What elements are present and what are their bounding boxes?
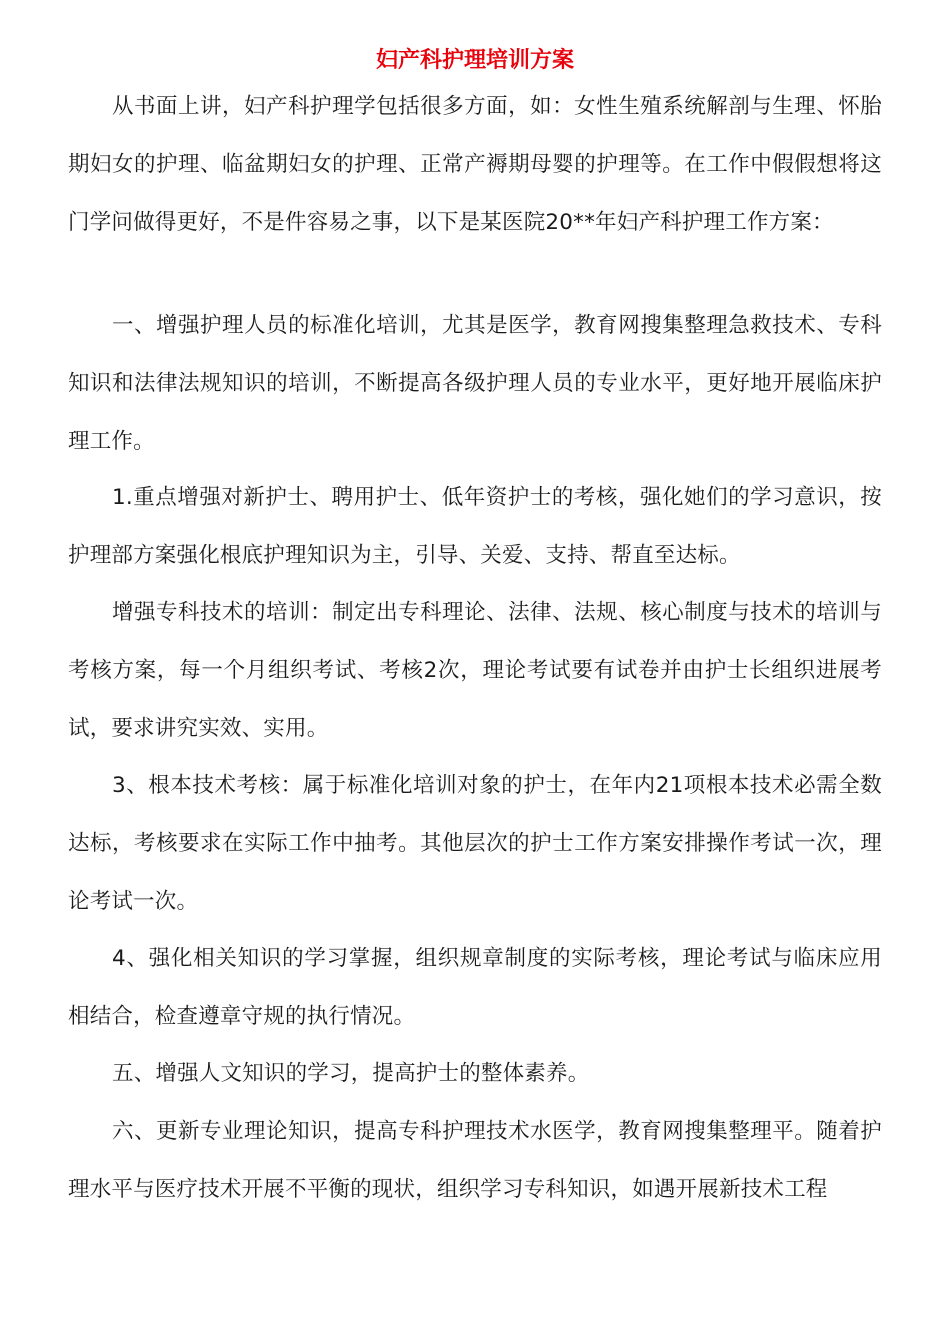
item-2-paragraph: 增强专科技术的培训：制定出专科理论、法律、法规、核心制度与技术的培训与考核方案，每一个月组织考试、考核2次，理论考试要有试卷并由护士长组织进展考试，要求讲究实效、实用。 [68, 600, 882, 741]
item-1-paragraph: 1.重点增强对新护士、聘用护士、低年资护士的考核，强化她们的学习意识，按护理部方案强化根底护理知识为主，引导、关爱、支持、帮直至达标。 [68, 485, 882, 568]
section-1-paragraph: 一、增强护理人员的标准化培训，尤其是医学，教育网搜集整理急救技术、专科知识和法律法规知识的培训，不断提高各级护理人员的专业水平，更好地开展临床护理工作。 [68, 313, 882, 454]
item-3-paragraph: 3、根本技术考核：属于标准化培训对象的护士，在年内21项根本技术必需全数达标，考核要求在实际工作中抽考。其他层次的护士工作方案安排操作考试一次，理论考试一次。 [68, 773, 882, 914]
section-6-paragraph: 六、更新专业理论知识，提高专科护理技术水医学，教育网搜集整理平。随着护理水平与医疗技术开展不平衡的现状，组织学习专科知识，如遇开展新技术工程 [68, 1119, 882, 1202]
intro-paragraph: 从书面上讲，妇产科护理学包括很多方面，如：女性生殖系统解剖与生理、怀胎期妇女的护理、临盆期妇女的护理、正常产褥期母婴的护理等。在工作中假假想将这门学问做得更好，不是件容易之事，以下是某医院20**年妇产科护理工作方案： [68, 94, 882, 235]
section-5-paragraph: 五、增强人文知识的学习，提高护士的整体素养。 [112, 1061, 590, 1086]
item-4-paragraph: 4、强化相关知识的学习掌握，组织规章制度的实际考核，理论考试与临床应用相结合，检查遵章守规的执行情况。 [68, 946, 882, 1029]
document-title: 妇产科护理培训方案 [375, 48, 574, 73]
